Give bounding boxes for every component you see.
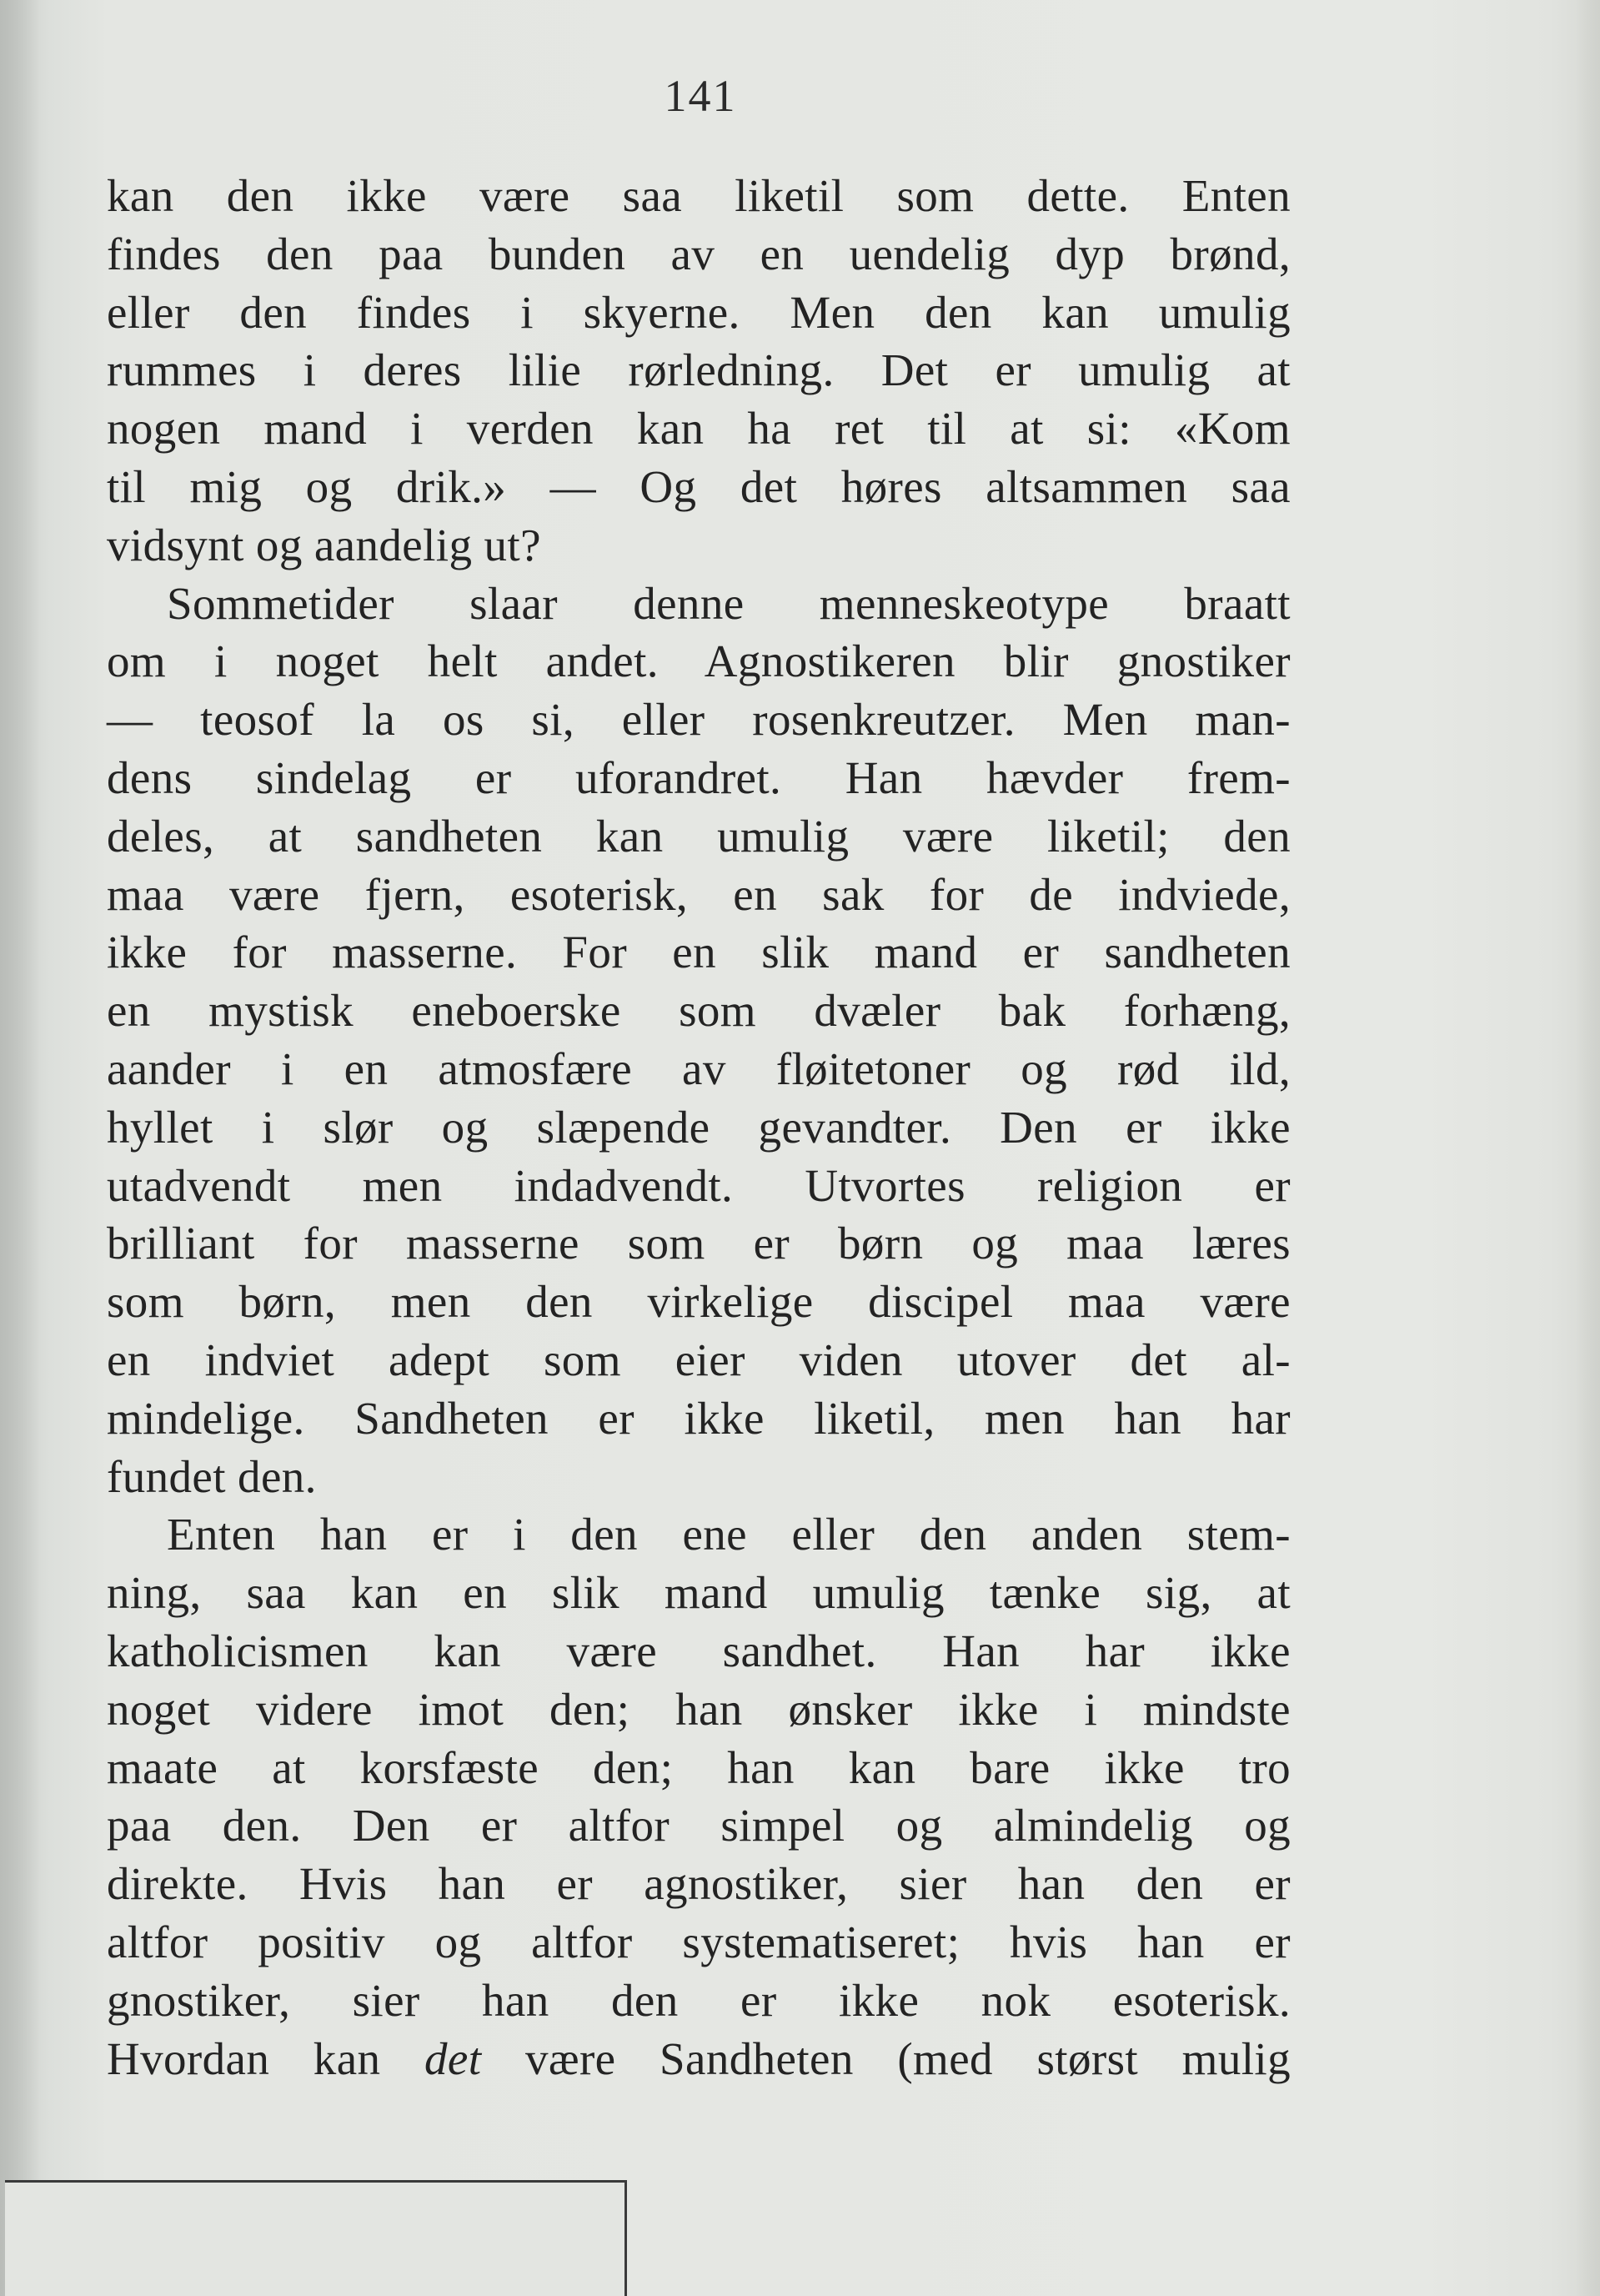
text-line: altfor positiv og altfor systematiseret; hvis han er xyxy=(107,1916,1291,1967)
text-line: gnostiker, sier han den er ikke nok esoterisk. xyxy=(107,1974,1291,2026)
body-text xyxy=(107,167,1291,2088)
text-line: paa den. Den er altfor simpel og almindelig og xyxy=(107,1800,1291,1851)
text-line: utadvendt men indadvendt. Utvortes religion er xyxy=(107,1159,1291,1211)
text-line: som børn, men den virkelige discipel maa være xyxy=(107,1276,1291,1328)
text-line: om i noget helt andet. Agnostikeren blir gnostiker xyxy=(107,636,1291,687)
text-line: rummes i deres lilie rørledning. Det er umulig at xyxy=(107,344,1291,396)
text-line: Sommetider slaar denne menneskeotype braatt xyxy=(167,577,1291,629)
text-fragment: Hvordan kan xyxy=(107,2032,424,2084)
text-line: maa være fjern, esoterisk, en sak for de indviede, xyxy=(107,868,1291,920)
emphasis-text: det xyxy=(424,2032,482,2084)
text-line: findes den paa bunden av en uendelig dyp brønd, xyxy=(107,228,1291,279)
text-line: dens sindelag er uforandret. Han hævder frem- xyxy=(107,751,1291,803)
text-line: katholicismen kan være sandhet. Han har ikke xyxy=(107,1625,1291,1676)
text-line: en indviet adept som eier viden utover det al- xyxy=(107,1334,1291,1385)
text-line-last xyxy=(107,2030,1291,2088)
text-line: eller den findes i skyerne. Men den kan umulig xyxy=(107,286,1291,338)
text-line: en mystisk eneboerske som dvæler bak forhæng, xyxy=(107,985,1291,1037)
page-edge xyxy=(1577,0,1600,2296)
text-line: maate at korsfæste den; han kan bare ikke tro xyxy=(107,1741,1291,1793)
text-line: mindelige. Sandheten er ikke liketil, men han har xyxy=(107,1392,1291,1444)
text-line: hyllet i slør og slæpende gevandter. Den er ikke xyxy=(107,1101,1291,1153)
text-line: noget videre imot den; han ønsker ikke i mindste xyxy=(107,1683,1291,1735)
text-line: fundet den. xyxy=(107,1450,317,1502)
text-line: kan den ikke være saa liketil som dette. Enten xyxy=(107,170,1291,221)
text-line: deles, at sandheten kan umulig være liketil; den xyxy=(107,810,1291,862)
page-number: 141 xyxy=(664,71,737,121)
text-line: ning, saa kan en slik mand umulig tænke sig, at xyxy=(107,1567,1291,1619)
text-line: brilliant for masserne som er børn og maa læres xyxy=(107,1218,1291,1269)
spine-shadow xyxy=(0,0,40,2296)
text-line: til mig og drik.» — Og det høres altsammen saa xyxy=(107,460,1291,512)
text-line: aander i en atmosfære av fløitetoner og rød ild, xyxy=(107,1042,1291,1094)
text-line: nogen mand i verden kan ha ret til at si: «Kom xyxy=(107,403,1291,455)
library-label-box xyxy=(5,2180,627,2296)
text-line: — teosof la os si, eller rosenkreutzer. Men man- xyxy=(107,694,1291,746)
text-line: Enten han er i den ene eller den anden stem- xyxy=(167,1509,1291,1560)
text-line: vidsynt og aandelig ut? xyxy=(107,519,541,570)
text-line: direkte. Hvis han er agnostiker, sier han den er xyxy=(107,1858,1291,1910)
text-fragment: være Sandheten (med størst mulig xyxy=(481,2032,1291,2084)
text-line: ikke for masserne. For en slik mand er sandheten xyxy=(107,927,1291,978)
